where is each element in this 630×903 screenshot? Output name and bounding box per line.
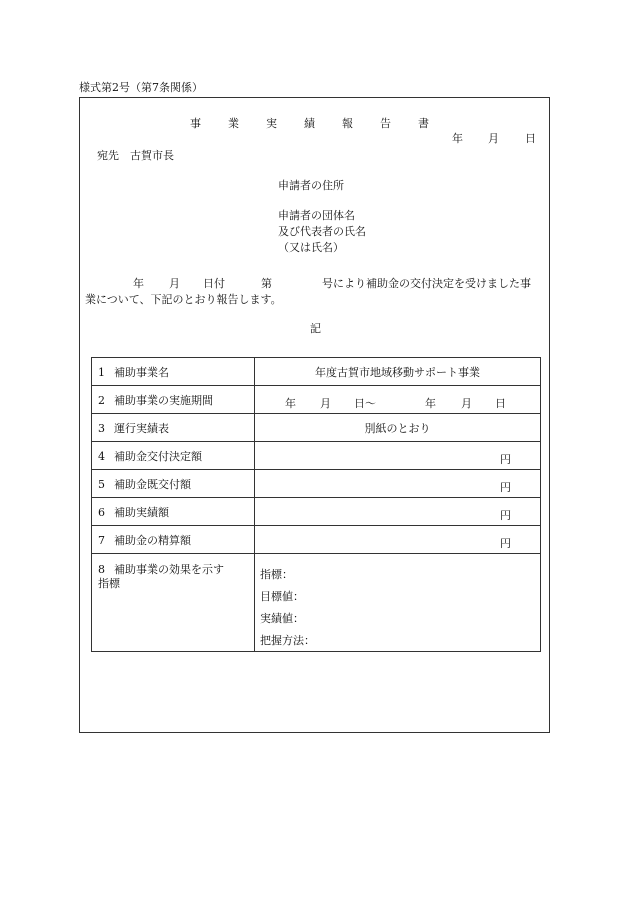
table-row [92, 498, 541, 526]
table-row [92, 470, 541, 498]
document-title: 事業実績報告書 [190, 117, 456, 130]
item-number: 8 [98, 563, 105, 576]
item-label-cell [92, 386, 255, 414]
item-number: 4 [98, 449, 105, 463]
date-year-label: 年 [452, 132, 463, 145]
applicant-representative-label: 及び代表者の氏名 [278, 225, 366, 238]
body-year: 年 [133, 277, 144, 290]
indicator-label: 指標： [260, 568, 293, 581]
item-number: 7 [98, 533, 105, 547]
yen-unit: 円 [500, 509, 511, 522]
applicant-name-label: （又は氏名） [278, 241, 344, 254]
item-number: 6 [98, 505, 105, 519]
items-table [91, 357, 541, 652]
applicant-org-label: 申請者の団体名 [278, 209, 355, 222]
yen-unit: 円 [500, 481, 511, 494]
table-row [92, 386, 541, 414]
item-label-cell [92, 470, 255, 498]
item-label-cell [92, 526, 255, 554]
addressee: 宛先 古賀市長 [97, 149, 174, 162]
item-number: 3 [98, 421, 105, 435]
body-month: 月 [169, 277, 180, 290]
ki-heading: 記 [310, 322, 321, 335]
period-cell [255, 386, 541, 414]
date-day-label: 日 [525, 132, 536, 145]
yen-unit: 円 [500, 453, 511, 466]
period-end-year: 年 [425, 397, 436, 410]
item-label-cell [92, 414, 255, 442]
body-text-line2: 業について、下記のとおり報告します。 [85, 293, 282, 306]
item-label: 補助事業の実施期間 [114, 393, 213, 407]
table-row [92, 526, 541, 554]
item-label-cell [92, 442, 255, 470]
item-label-cell [92, 498, 255, 526]
actual-value-label: 実績値： [260, 612, 304, 625]
item-label: 補助実績額 [114, 505, 169, 519]
target-value-label: 目標値： [260, 590, 304, 603]
item-label-cell [92, 358, 255, 386]
item-label: 補助金の精算額 [114, 533, 191, 547]
amount-cell [255, 442, 541, 470]
body-dai: 第 [261, 277, 272, 290]
item-label: 補助事業の効果を示す [114, 563, 224, 576]
item-number: 2 [98, 393, 105, 407]
item-label: 補助金既交付額 [114, 477, 191, 491]
item-label-continued: 指標 [98, 577, 120, 590]
body-rest: 号により補助金の交付決定を受けました事 [322, 277, 531, 290]
body-day-dated: 日付 [203, 277, 225, 290]
item-label: 運行実績表 [114, 421, 169, 435]
method-label: 把握方法： [260, 634, 315, 647]
period-start-year: 年 [285, 397, 296, 410]
indicators-cell [255, 554, 541, 652]
item-value-cell [255, 358, 541, 386]
project-name-value: 年度古賀市地域移動サポート事業 [315, 365, 480, 379]
date-month-label: 月 [488, 132, 499, 145]
form-number-label: 様式第2号（第7条関係） [79, 81, 203, 94]
item-label: 補助金交付決定額 [114, 449, 202, 463]
item-label-cell [92, 554, 255, 652]
amount-cell [255, 526, 541, 554]
item-number: 1 [98, 365, 105, 379]
operation-record-value: 別紙のとおり [364, 421, 431, 435]
item-value-cell [255, 414, 541, 442]
period-start-month: 月 [320, 397, 331, 410]
item-number: 5 [98, 477, 105, 491]
table-row [92, 358, 541, 386]
period-end-month: 月 [461, 397, 472, 410]
item-label: 補助事業名 [114, 365, 169, 379]
table-row [92, 442, 541, 470]
amount-cell [255, 498, 541, 526]
yen-unit: 円 [500, 537, 511, 550]
table-row [92, 554, 541, 652]
period-start-day: 日～ [354, 397, 376, 410]
amount-cell [255, 470, 541, 498]
table-row [92, 414, 541, 442]
applicant-address-label: 申請者の住所 [278, 179, 344, 192]
period-end-day: 日 [495, 397, 506, 410]
